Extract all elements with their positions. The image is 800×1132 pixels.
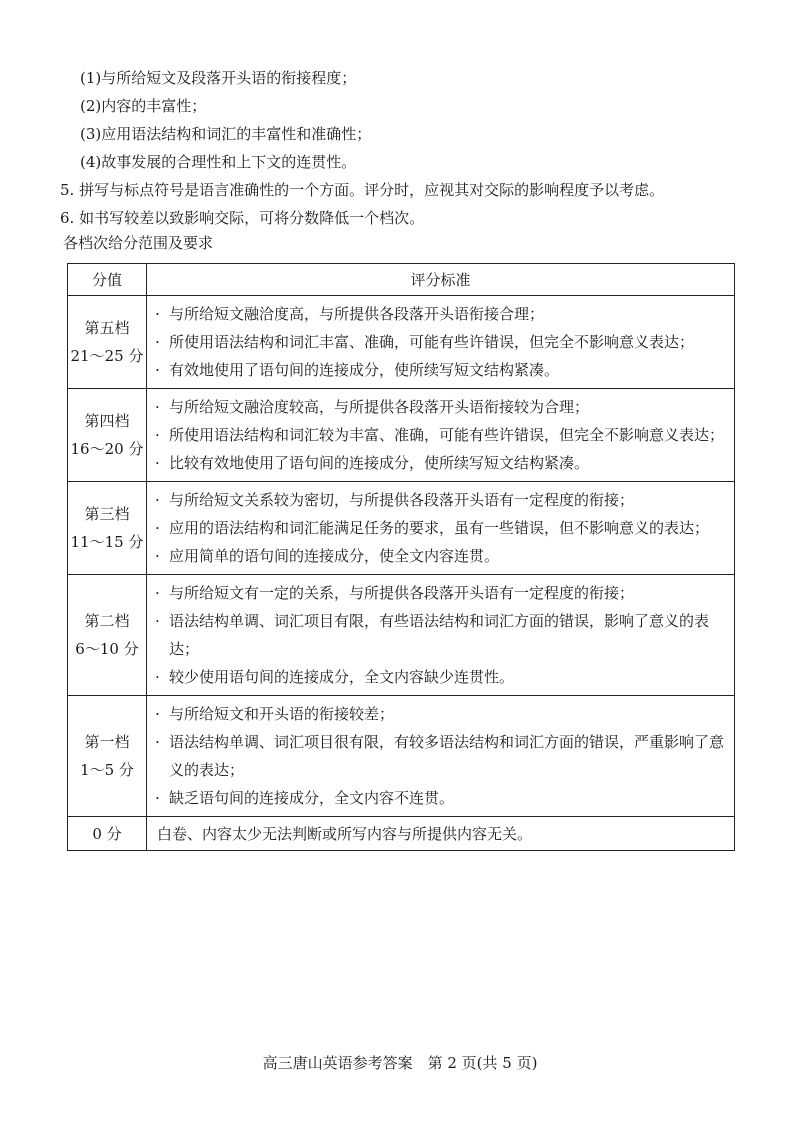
criterion-2: (2)内容的丰富性；	[80, 97, 207, 115]
score-range: 21～25 分	[70, 347, 144, 365]
criterion-4: (4)故事发展的合理性和上下文的连贯性。	[80, 153, 357, 171]
score-range: 1～5 分	[80, 761, 134, 779]
table-row	[68, 296, 735, 389]
bullet-icon: ·	[155, 305, 160, 323]
score-cell	[68, 696, 147, 817]
criterion-item: · 所使用语法结构和词汇较为丰富、准确，可能有些许错误，但完全不影响意义表达；	[155, 421, 726, 449]
criteria-cell	[147, 575, 735, 696]
criterion-item: · 有效地使用了语句间的连接成分，使所续写短文结构紧凑。	[155, 356, 726, 384]
score-cell	[68, 575, 147, 696]
bullet-icon: ·	[155, 519, 160, 537]
bullet-icon: ·	[155, 361, 160, 379]
score-cell	[68, 389, 147, 482]
level-label: 第三档	[84, 505, 130, 523]
scoring-criteria-list	[60, 64, 760, 232]
bullet-icon: ·	[155, 398, 160, 416]
score-cell	[68, 296, 147, 389]
bullet-icon: ·	[155, 333, 160, 351]
criteria-cell	[147, 389, 735, 482]
criterion-item: · 应用简单的语句间的连接成分，使全文内容连贯。	[155, 542, 726, 570]
criterion-3: (3)应用语法结构和词汇的丰富性和准确性；	[80, 125, 372, 143]
bullet-icon: ·	[155, 454, 160, 472]
criteria-cell	[147, 696, 735, 817]
bullet-icon: ·	[155, 705, 160, 723]
criterion-item: · 比较有效地使用了语句间的连接成分，使所续写短文结构紧凑。	[155, 449, 726, 477]
score-cell	[68, 482, 147, 575]
header-score: 分值	[68, 264, 147, 296]
bullet-icon: ·	[155, 584, 160, 602]
criteria-cell	[147, 296, 735, 389]
header-standard: 评分标准	[147, 264, 735, 296]
score-range: 6～10 分	[75, 640, 139, 658]
bullet-icon: ·	[155, 733, 160, 751]
score-range: 16～20 分	[70, 440, 144, 458]
bullet-icon: ·	[155, 789, 160, 807]
criterion-item: · 与所给短文有一定的关系，与所提供各段落开头语有一定程度的衔接；	[155, 579, 726, 607]
section-title: 各档次给分范围及要求	[63, 234, 214, 252]
table-row-zero	[68, 817, 735, 851]
criterion-item: · 与所给短文关系较为密切，与所提供各段落开头语有一定程度的衔接；	[155, 486, 726, 514]
criterion-item: · 与所给短文融洽度较高，与所提供各段落开头语衔接较为合理；	[155, 393, 726, 421]
table-header-row	[68, 264, 735, 296]
criteria-cell: 白卷、内容太少无法判断或所写内容与所提供内容无关。	[147, 817, 735, 851]
criterion-item: · 应用的语法结构和词汇能满足任务的要求，虽有一些错误，但不影响意义的表达；	[155, 514, 726, 542]
score-range: 11～15 分	[70, 533, 144, 551]
table-row	[68, 696, 735, 817]
criterion-item: · 与所给短文和开头语的衔接较差；	[155, 700, 726, 728]
criterion-item: · 语法结构单调、词汇项目有限，有些语法结构和词汇方面的错误，影响了意义的表达；	[155, 607, 726, 663]
bullet-icon: ·	[155, 491, 160, 509]
criterion-item: · 缺乏语句间的连接成分，全文内容不连贯。	[155, 784, 726, 812]
page-footer: 高三唐山英语参考答案 第 2 页(共 5 页)	[262, 1054, 538, 1072]
level-label: 第四档	[84, 412, 130, 430]
note-6: 6. 如书写较差以致影响交际，可将分数降低一个档次。	[60, 209, 425, 227]
bullet-icon: ·	[155, 426, 160, 444]
criterion-item: · 语法结构单调、词汇项目很有限，有较多语法结构和词汇方面的错误，严重影响了意义的表达；	[155, 728, 726, 784]
score-cell: 0 分	[68, 817, 147, 851]
bullet-icon: ·	[155, 668, 160, 686]
criterion-item: · 与所给短文融洽度高，与所提供各段落开头语衔接合理；	[155, 300, 726, 328]
bullet-icon: ·	[155, 612, 160, 630]
criteria-cell	[147, 482, 735, 575]
table-row	[68, 482, 735, 575]
bullet-icon: ·	[155, 547, 160, 565]
level-label: 第一档	[84, 733, 130, 751]
criterion-item: · 所使用语法结构和词汇丰富、准确，可能有些许错误，但完全不影响意义表达；	[155, 328, 726, 356]
note-5: 5. 拼写与标点符号是语言准确性的一个方面。评分时，应视其对交际的影响程度予以考虑。	[60, 181, 665, 199]
level-label: 第二档	[84, 612, 130, 630]
criterion-1: (1)与所给短文及段落开头语的衔接程度；	[80, 69, 357, 87]
level-label: 第五档	[84, 319, 130, 337]
table-row	[68, 389, 735, 482]
table-row	[68, 575, 735, 696]
criterion-item: · 较少使用语句间的连接成分，全文内容缺少连贯性。	[155, 663, 726, 691]
scoring-table	[67, 263, 735, 851]
